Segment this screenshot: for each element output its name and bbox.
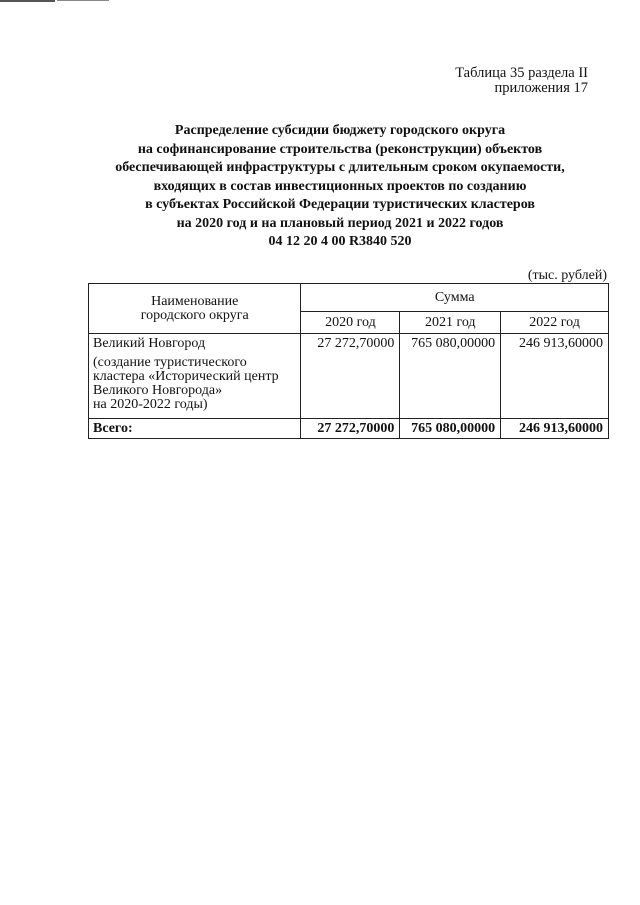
row-description: (создание туристического xyxy=(93,355,247,370)
unit-label: (тыс. рублей) xyxy=(527,268,607,283)
title-line: в субъектах Российской Федерации туристических кластеров xyxy=(145,197,535,212)
row-name-cell xyxy=(89,334,301,419)
title-line: обеспечивающей инфраструктуры с длительным сроком окупаемости, xyxy=(115,160,565,175)
row-description: кластера «Исторический центр xyxy=(93,369,279,384)
title-line: на 2020 год и на плановый период 2021 и 2022 годов xyxy=(176,215,504,231)
year-header: 2021 год xyxy=(400,312,501,334)
table-row xyxy=(89,334,609,419)
header-line: Наименование xyxy=(151,293,239,309)
title-line: Распределение субсидии бюджету городского округа xyxy=(174,123,506,138)
row-description: Великого Новгорода» xyxy=(93,383,223,398)
reference-line: Таблица 35 раздела II xyxy=(455,65,588,81)
name-column-header xyxy=(89,284,301,334)
total-value: 246 913,60000 xyxy=(501,419,609,439)
year-header: 2022 год xyxy=(501,312,609,334)
scan-artifact xyxy=(57,0,109,1)
value-cell: 246 913,60000 xyxy=(501,334,609,419)
header-line: городского округа xyxy=(140,307,249,323)
row-description: на 2020-2022 годы) xyxy=(93,397,208,412)
row-name: Великий Новгород xyxy=(93,336,206,351)
total-value: 27 272,70000 xyxy=(301,419,400,439)
budget-code: 04 12 20 4 00 R3840 520 xyxy=(268,234,412,249)
value-cell: 765 080,00000 xyxy=(400,334,501,419)
table-reference xyxy=(455,66,588,96)
total-row xyxy=(89,419,609,439)
reference-line: приложения 17 xyxy=(494,80,588,96)
document-title xyxy=(60,122,620,233)
sum-header: Сумма xyxy=(301,284,609,312)
title-line: входящих в состав инвестиционных проектов по созданию xyxy=(153,178,527,194)
year-header: 2020 год xyxy=(301,312,400,334)
value-cell: 27 272,70000 xyxy=(301,334,400,419)
subsidy-table xyxy=(88,283,609,439)
total-value: 765 080,00000 xyxy=(400,419,501,439)
table-header-row xyxy=(89,284,609,312)
total-label: Всего: xyxy=(89,419,301,439)
title-line: на софинансирование строительства (реконструкции) объектов xyxy=(137,141,543,157)
scan-artifact xyxy=(0,0,55,2)
